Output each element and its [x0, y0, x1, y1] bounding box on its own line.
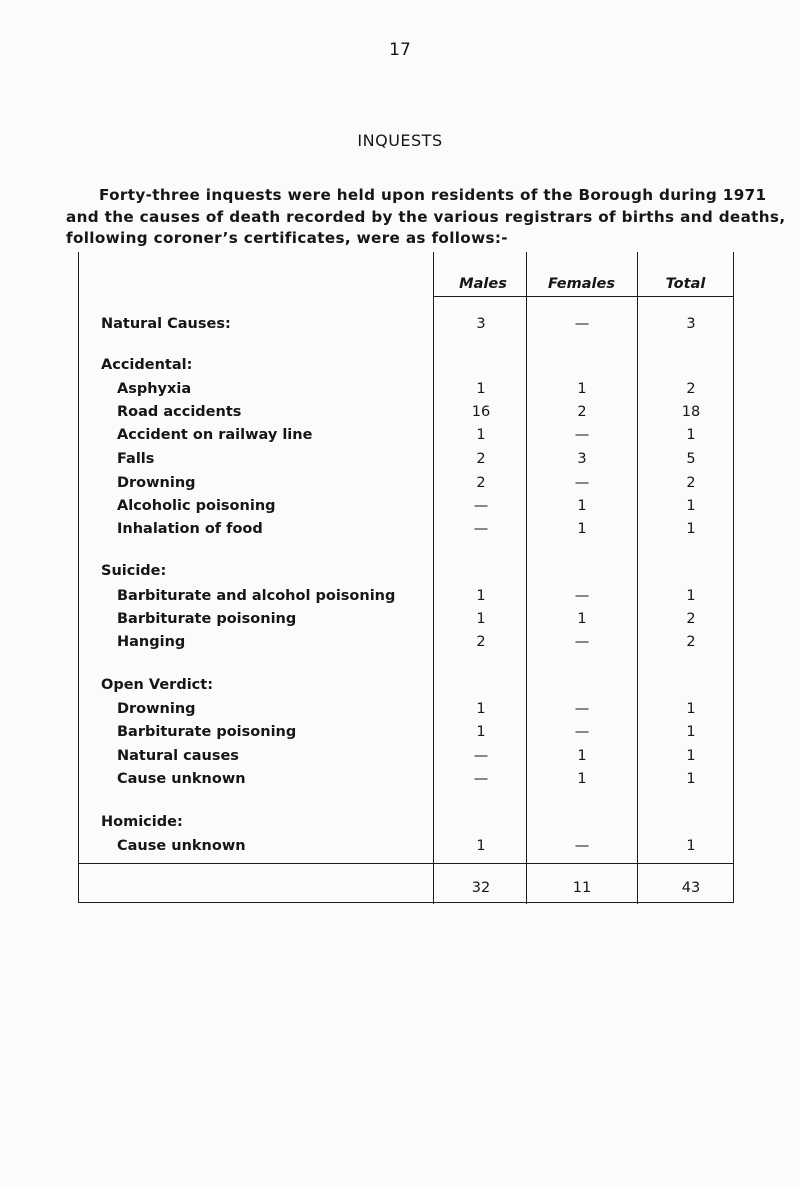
- cell-total: 1: [686, 521, 696, 537]
- cell-total: 2: [686, 611, 696, 627]
- cell-total: 5: [686, 451, 696, 467]
- cell-total: 2: [686, 381, 696, 397]
- cell-males: 1: [476, 724, 486, 740]
- intro-paragraph: [66, 185, 786, 250]
- cell-males: 1: [476, 701, 486, 717]
- cell-total: 1: [686, 748, 696, 764]
- intro-line: following coroner’s certificates, were as follows:-: [66, 229, 508, 247]
- cell-males: —: [473, 771, 489, 787]
- cell-total: 2: [686, 475, 696, 491]
- row-label: Barbiturate poisoning: [117, 724, 297, 740]
- cell-total: 1: [686, 838, 696, 854]
- cell-total: 1: [686, 427, 696, 443]
- row-label: Alcoholic poisoning: [117, 498, 276, 514]
- cell-females: 1: [577, 771, 587, 787]
- cell-males: 2: [476, 475, 486, 491]
- row-label: Barbiturate and alcohol poisoning: [117, 588, 396, 604]
- cell-females: —: [574, 634, 590, 650]
- cell-females: —: [574, 838, 590, 854]
- cell-males: —: [473, 748, 489, 764]
- cell-females: 1: [577, 611, 587, 627]
- header-total: Total: [665, 276, 706, 292]
- cell-males: —: [473, 498, 489, 514]
- cell-females: 3: [577, 451, 587, 467]
- row-label: Accident on railway line: [117, 427, 313, 443]
- total-males: 32: [471, 880, 491, 896]
- cell-males: 1: [476, 427, 486, 443]
- section-heading-homicide: Homicide:: [101, 814, 183, 830]
- cell-females: —: [574, 475, 590, 491]
- totals-rule: [78, 863, 733, 864]
- grand-total: 43: [681, 880, 701, 896]
- header-males: Males: [459, 276, 507, 292]
- cell-total: 1: [686, 771, 696, 787]
- cell-males: 1: [476, 588, 486, 604]
- cell-females: —: [574, 724, 590, 740]
- section-heading-suicide: Suicide:: [101, 563, 167, 579]
- row-label: Inhalation of food: [117, 521, 263, 537]
- cell-males: 16: [471, 404, 491, 420]
- row-label: Road accidents: [117, 404, 242, 420]
- header-rule: [433, 296, 733, 297]
- page-number: 17: [389, 40, 411, 60]
- cell-total: 1: [686, 701, 696, 717]
- cell-females: 2: [577, 404, 587, 420]
- row-label: Falls: [117, 451, 155, 467]
- cell-females: —: [574, 588, 590, 604]
- intro-line: and the causes of death recorded by the various registrars of births and deaths,: [66, 207, 786, 226]
- cell-males: 2: [476, 634, 486, 650]
- intro-line: Forty-three inquests were held upon residents of the Borough during 1971: [99, 186, 767, 204]
- column-divider: [526, 252, 527, 904]
- cell-females: 1: [577, 521, 587, 537]
- row-label: Asphyxia: [117, 381, 192, 397]
- cell-males: 1: [476, 611, 486, 627]
- cell-males: 3: [476, 316, 486, 332]
- cell-total: 18: [681, 404, 701, 420]
- table-frame: [78, 252, 734, 903]
- cell-males: —: [473, 521, 489, 537]
- cell-total: 2: [686, 634, 696, 650]
- inquests-table: [78, 252, 734, 904]
- section-heading-accidental: Accidental:: [101, 357, 193, 373]
- cell-total: 1: [686, 588, 696, 604]
- cell-females: 1: [577, 381, 587, 397]
- cell-females: —: [574, 316, 590, 332]
- cell-females: —: [574, 701, 590, 717]
- row-label: Drowning: [117, 701, 196, 717]
- page-title: INQUESTS: [357, 131, 443, 150]
- cell-total: 1: [686, 724, 696, 740]
- cell-males: 2: [476, 451, 486, 467]
- cell-females: 1: [577, 748, 587, 764]
- cell-total: 1: [686, 498, 696, 514]
- row-label: Drowning: [117, 475, 196, 491]
- cell-total: 3: [686, 316, 696, 332]
- cell-males: 1: [476, 838, 486, 854]
- row-label: Barbiturate poisoning: [117, 611, 297, 627]
- header-females: Females: [548, 276, 615, 292]
- cell-males: 1: [476, 381, 486, 397]
- row-label: Natural causes: [117, 748, 239, 764]
- column-divider: [433, 252, 434, 904]
- section-heading-open-verdict: Open Verdict:: [101, 677, 213, 693]
- row-label: Hanging: [117, 634, 186, 650]
- row-label: Cause unknown: [117, 771, 246, 787]
- cell-females: —: [574, 427, 590, 443]
- section-heading-natural-causes: Natural Causes:: [101, 316, 231, 332]
- cell-females: 1: [577, 498, 587, 514]
- total-females: 11: [572, 880, 592, 896]
- row-label: Cause unknown: [117, 838, 246, 854]
- column-divider: [637, 252, 638, 904]
